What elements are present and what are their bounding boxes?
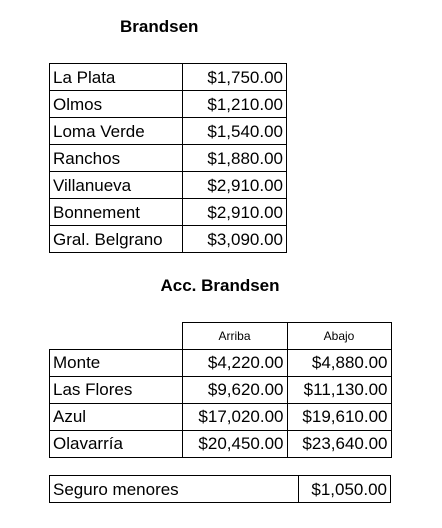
- seguro-price: $1,050.00: [299, 476, 391, 503]
- brandsen-row: [50, 226, 287, 253]
- place-cell: Las Flores: [50, 376, 183, 403]
- brandsen-row: [50, 118, 287, 145]
- price-cell: $1,210.00: [183, 91, 287, 118]
- arriba-cell: $17,020.00: [182, 403, 287, 430]
- place-cell: La Plata: [50, 64, 183, 91]
- acc-row: [50, 403, 392, 430]
- brandsen-row: [50, 145, 287, 172]
- acc-row: [50, 430, 392, 457]
- arriba-cell: $9,620.00: [182, 376, 287, 403]
- brandsen-row: [50, 91, 287, 118]
- arriba-cell: $20,450.00: [182, 430, 287, 457]
- header-abajo: Abajo: [287, 323, 391, 350]
- place-cell: Bonnement: [50, 199, 183, 226]
- brandsen-row: [50, 199, 287, 226]
- place-cell: Monte: [50, 349, 183, 376]
- place-cell: Loma Verde: [50, 118, 183, 145]
- brandsen-row: [50, 64, 287, 91]
- place-cell: Olavarría: [50, 430, 183, 457]
- arriba-cell: $4,220.00: [182, 349, 287, 376]
- abajo-cell: $4,880.00: [287, 349, 391, 376]
- acc-brandsen-table: [49, 322, 392, 458]
- acc-row: [50, 349, 392, 376]
- price-cell: $2,910.00: [183, 199, 287, 226]
- acc-row: [50, 376, 392, 403]
- place-cell: Ranchos: [50, 145, 183, 172]
- seguro-table: [49, 475, 391, 503]
- price-cell: $2,910.00: [183, 172, 287, 199]
- place-cell: Villanueva: [50, 172, 183, 199]
- acc-brandsen-title: Acc. Brandsen: [160, 276, 280, 295]
- seguro-row: [50, 476, 391, 503]
- acc-header-row: [50, 323, 392, 350]
- place-cell: Gral. Belgrano: [50, 226, 183, 253]
- abajo-cell: $19,610.00: [287, 403, 391, 430]
- header-arriba: Arriba: [182, 323, 287, 350]
- price-cell: $1,540.00: [183, 118, 287, 145]
- place-cell: Olmos: [50, 91, 183, 118]
- place-cell: Azul: [50, 403, 183, 430]
- abajo-cell: $23,640.00: [287, 430, 391, 457]
- abajo-cell: $11,130.00: [287, 376, 391, 403]
- price-cell: $3,090.00: [183, 226, 287, 253]
- brandsen-row: [50, 172, 287, 199]
- brandsen-title: Brandsen: [120, 17, 199, 36]
- brandsen-table: [49, 63, 287, 253]
- price-cell: $1,750.00: [183, 64, 287, 91]
- seguro-label: Seguro menores: [50, 476, 299, 503]
- header-blank: [50, 323, 183, 350]
- price-cell: $1,880.00: [183, 145, 287, 172]
